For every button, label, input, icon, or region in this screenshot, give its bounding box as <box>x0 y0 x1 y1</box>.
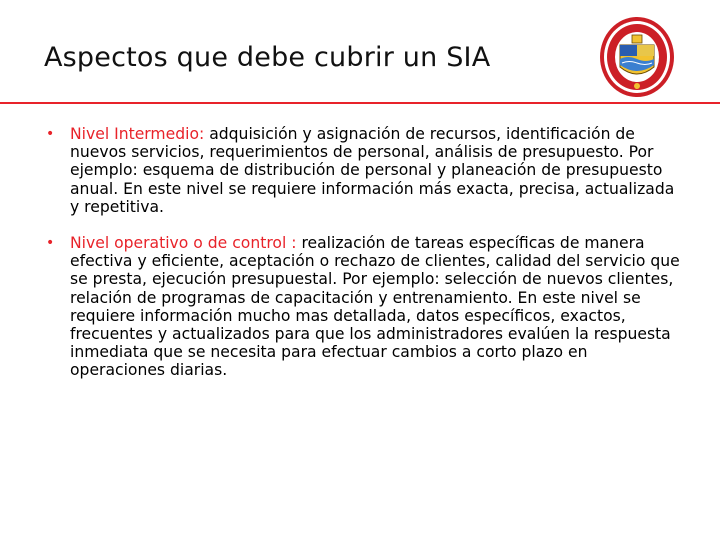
bullet-item-operativo <box>46 234 686 380</box>
title-divider <box>0 102 720 104</box>
bullet-heading: Nivel Intermedio: <box>70 125 205 143</box>
bullet-text: adquisición y asignación de recursos, identificación de nuevos servicios, requerimientos de personal, análisis de presupuesto. Por ejemplo: esquema de distribución de personal y planeación de presupuesto anual. En este nivel se requiere información más exacta, precisa, actualizada y repetitiva. <box>70 125 675 216</box>
bullet-marker-icon: • <box>46 235 55 252</box>
bullet-text: realización de tareas específicas de manera efectiva y eficiente, aceptación o rechazo de clientes, calidad del servicio que se presta, ejecución presupuestal. Por ejemplo: selección de nuevos clientes, relación de programas de capacitación y entrenamiento. En este nivel se requiere información mucho mas detallada, datos específicos, exactos, frecuentes y actualizados para que los administradores evalúen la respuesta inmediata que se necesita para efectuar cambios a corto plazo en operaciones diarias. <box>70 234 680 380</box>
bullet-item-intermedio <box>46 125 686 216</box>
bullet-heading: Nivel operativo o de control : <box>70 234 297 253</box>
bullet-marker-icon: • <box>46 126 55 142</box>
slide-content <box>46 125 686 398</box>
university-seal-icon <box>598 15 676 99</box>
slide-title: Aspectos que debe cubrir un SIA <box>44 42 491 73</box>
